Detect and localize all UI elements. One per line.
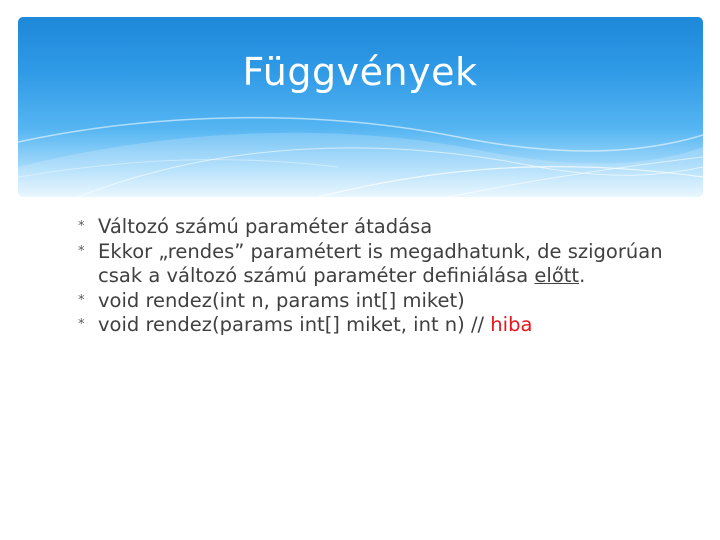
asterisk-bullet-icon: * xyxy=(78,219,85,234)
bullet-text: void rendez(int n, params int[] miket) xyxy=(98,288,465,312)
error-highlight: hiba xyxy=(490,313,533,336)
bullet-end-punctuation: . xyxy=(579,264,586,287)
asterisk-bullet-icon: * xyxy=(78,292,85,308)
bullet-text: void rendez(params int[] miket, int n) // xyxy=(98,313,491,336)
bullet-item xyxy=(78,313,668,338)
bullet-item xyxy=(78,240,668,289)
title-banner xyxy=(18,17,703,197)
bullet-text: Ekkor „rendes” paramétert is megadhatunk, de szigorúan csak a változó számú paraméter definiálása xyxy=(98,239,663,287)
bullet-item xyxy=(78,289,668,314)
wave-decoration xyxy=(18,17,703,197)
slide-title: Függvények xyxy=(242,50,478,94)
asterisk-bullet-icon: * xyxy=(78,243,85,259)
bullet-list xyxy=(78,215,668,338)
asterisk-bullet-icon: * xyxy=(78,317,85,332)
bullet-item xyxy=(78,215,668,240)
bullet-text: Változó számú paraméter átadása xyxy=(98,215,433,238)
underlined-word: előtt xyxy=(534,264,580,287)
